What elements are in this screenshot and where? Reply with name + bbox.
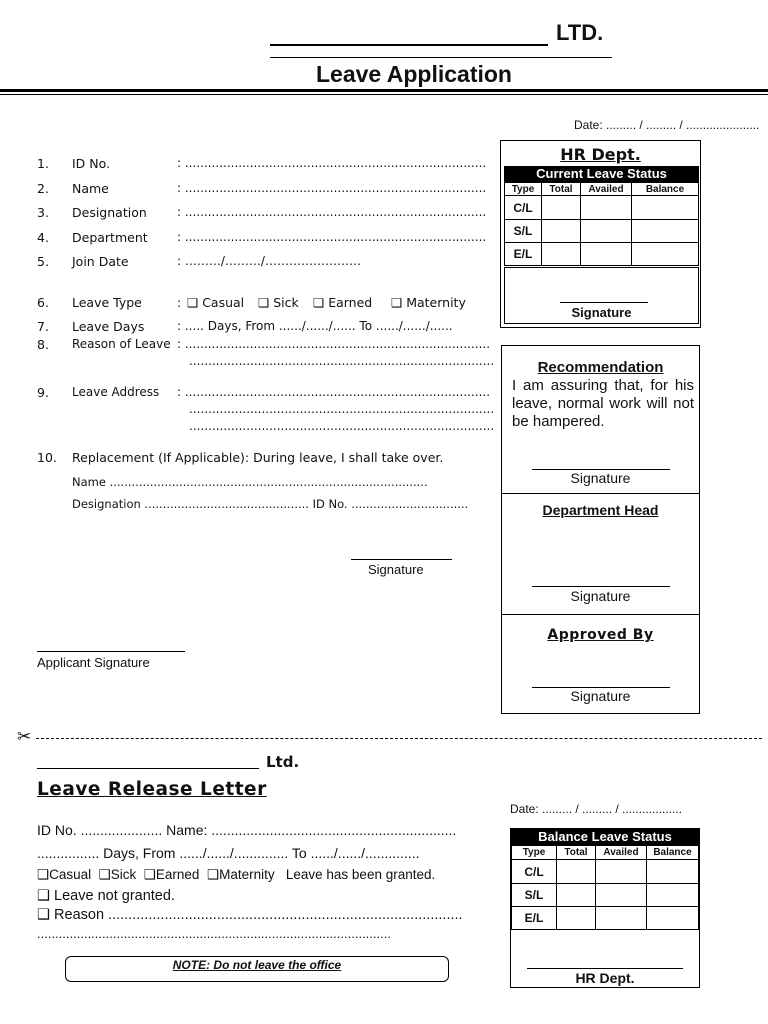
- current-leave-status-header: Current Leave Status: [504, 166, 699, 182]
- page-title: Leave Application: [316, 61, 512, 87]
- applicant-signature-label: Applicant Signature: [37, 655, 150, 670]
- recommendation-text: I am assuring that, for his leave, normal work will not be hampered.: [512, 377, 694, 430]
- header-divider-thick: [0, 89, 768, 92]
- release-options: [37, 867, 435, 883]
- approved-by-signature: Signature: [570, 688, 631, 704]
- current-leave-table: Type Total Availed Balance C/L S/L E/L: [504, 182, 699, 266]
- designation-field[interactable]: : ...............................................................................: [177, 205, 487, 219]
- reason-line2[interactable]: ..................................................................................................: [37, 926, 391, 941]
- field-label: Department: [72, 230, 148, 245]
- balance-leave-table: Type Total Availed Balance C/L S/L E/L: [511, 845, 699, 930]
- reason-field[interactable]: : ................................................................................: [177, 337, 491, 351]
- applicant-signature-line[interactable]: [37, 651, 185, 652]
- checkbox-sick[interactable]: ❑Sick: [98, 867, 137, 882]
- table-row: C/L: [512, 860, 699, 884]
- release-title: Leave Release Letter: [37, 779, 267, 800]
- replacement-designation-field[interactable]: Designation ............................................. ID No. ................................: [72, 497, 469, 511]
- leave-days-field[interactable]: : ..... Days, From ....../....../...... To ....../....../......: [177, 319, 453, 333]
- checkbox-casual[interactable]: ❑Casual: [37, 867, 92, 882]
- reason-field-line2[interactable]: ................................................................................: [189, 354, 495, 368]
- address-field[interactable]: : ................................................................................: [177, 385, 491, 399]
- replacement-text: Replacement (If Applicable): During leave, I shall take over.: [72, 450, 444, 465]
- field-label: Leave Days: [72, 319, 145, 334]
- table-row: E/L: [505, 243, 699, 266]
- hr-signature-area[interactable]: [504, 267, 699, 324]
- release-id-name-field[interactable]: ID No. ..................... Name: ...............................................................: [37, 822, 457, 838]
- address-field-line2[interactable]: ................................................................................: [189, 402, 495, 416]
- recommendation-signature: Signature: [570, 470, 631, 486]
- cut-line: [36, 738, 762, 739]
- balance-leave-status-header: Balance Leave Status: [511, 829, 699, 845]
- company-suffix: LTD.: [556, 20, 604, 45]
- checkbox-maternity[interactable]: ❑ Maternity: [391, 295, 466, 310]
- release-company-blank[interactable]: [37, 768, 259, 769]
- hr-dept-title: HR Dept.: [560, 145, 641, 164]
- table-row: C/L: [505, 196, 699, 220]
- divider: [502, 614, 699, 615]
- balance-leave-box: [510, 828, 700, 988]
- id-field[interactable]: : ...............................................................................: [177, 156, 487, 170]
- release-date-field[interactable]: Date: ......... / ......... / ..................: [510, 802, 683, 816]
- checkbox-not-granted[interactable]: ❑ Leave not granted.: [37, 888, 175, 904]
- company-name-blank[interactable]: [270, 44, 548, 46]
- recommendation-box: [501, 345, 700, 714]
- leave-granted-text: Leave has been granted.: [285, 867, 436, 882]
- approved-by-title: Approved By: [547, 627, 654, 643]
- field-label: Join Date: [72, 254, 129, 269]
- note-box: [65, 956, 449, 982]
- hr-signature-label: Signature: [571, 305, 632, 320]
- hr-dept-box: [500, 140, 701, 328]
- balance-signature-line[interactable]: [527, 968, 683, 969]
- field-label: Reason of Leave: [72, 337, 171, 351]
- header-thin-line: [270, 57, 612, 58]
- checkbox-sick[interactable]: ❑ Sick: [258, 295, 299, 310]
- field-label: Name: [72, 181, 109, 196]
- checkbox-maternity[interactable]: ❑Maternity: [206, 867, 275, 882]
- department-field[interactable]: : ...............................................................................: [177, 230, 487, 244]
- recommendation-title: Recommendation: [537, 359, 664, 376]
- table-row: E/L: [512, 907, 699, 930]
- table-row: S/L: [512, 884, 699, 907]
- checkbox-earned[interactable]: ❑ Earned: [313, 295, 373, 310]
- checkbox-casual[interactable]: ❑ Casual: [187, 295, 245, 310]
- release-company-suffix: Ltd.: [266, 753, 300, 771]
- scissors-icon: ✂: [17, 727, 32, 747]
- field-label: ID No.: [72, 156, 111, 171]
- field-label: Leave Address: [72, 385, 160, 399]
- balance-signature-label: HR Dept.: [575, 970, 635, 986]
- divider: [502, 493, 699, 494]
- join-date-field[interactable]: : ………/………/……………………: [177, 254, 361, 268]
- department-head-signature: Signature: [570, 588, 631, 604]
- field-label: Designation: [72, 205, 147, 220]
- note-text: NOTE: Do not leave the office: [172, 958, 342, 972]
- checkbox-earned[interactable]: ❑Earned: [143, 867, 200, 882]
- checkbox-reason[interactable]: ❑ Reason ........................................................................................: [37, 907, 463, 923]
- signature-label: Signature: [368, 562, 424, 577]
- table-row: S/L: [505, 220, 699, 243]
- address-field-line3[interactable]: ................................................................................: [189, 419, 495, 433]
- department-head-title: Department Head: [542, 502, 659, 518]
- date-field[interactable]: Date: ......... / ......... / ......................: [574, 118, 760, 132]
- signature-line[interactable]: [351, 559, 452, 560]
- header-divider-thin: [0, 94, 768, 95]
- replacement-name-field[interactable]: Name .......................................................................................: [72, 475, 428, 489]
- field-label: Leave Type: [72, 295, 142, 310]
- name-field[interactable]: : ...............................................................................: [177, 181, 487, 195]
- release-days-field[interactable]: ................ Days, From ....../....../.............. To ....../....../..............: [37, 845, 420, 861]
